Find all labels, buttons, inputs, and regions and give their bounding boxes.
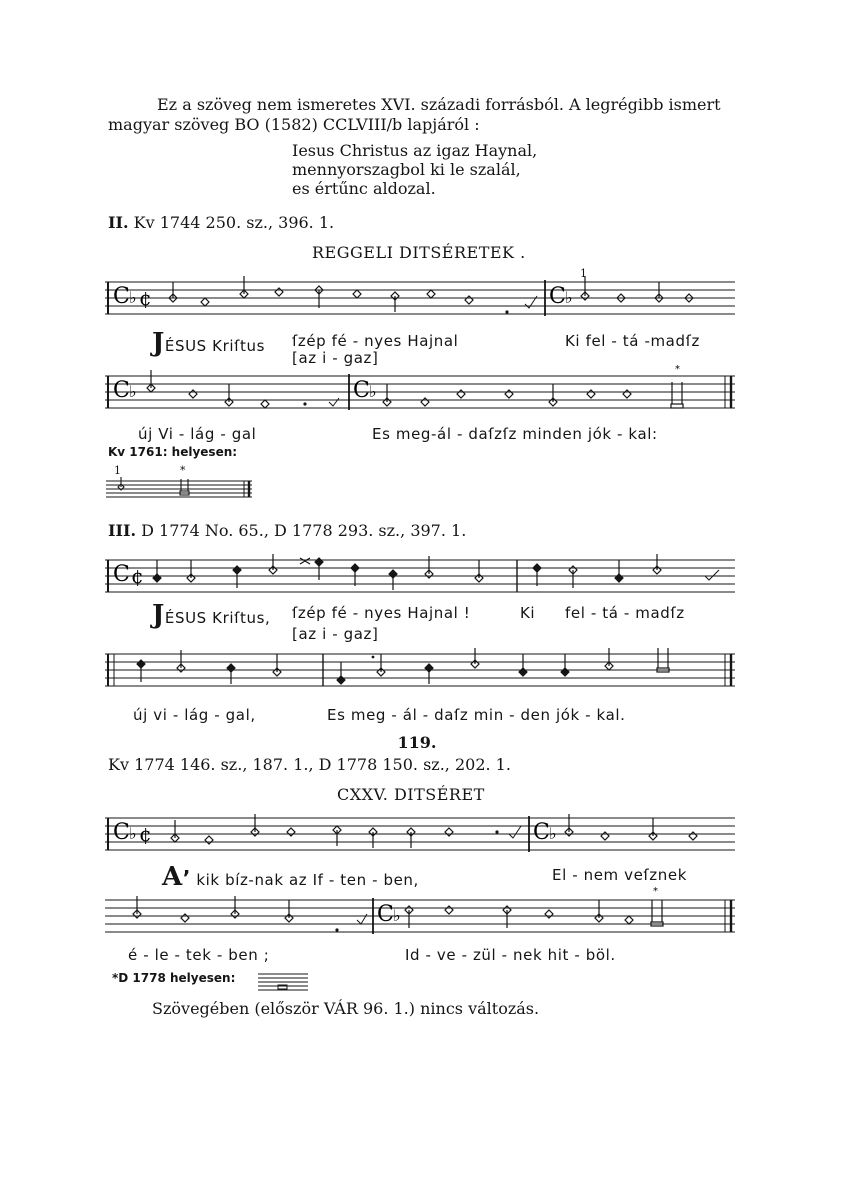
lyric-ii-1-sub: [az i - gaz]: [292, 349, 379, 367]
svg-text:C: C: [113, 562, 130, 587]
hymn-number: 119.: [397, 733, 437, 752]
svg-text:C: C: [113, 378, 130, 403]
initial-j: J: [152, 328, 165, 358]
svg-text:¢: ¢: [131, 564, 144, 588]
note-label: Kv 1761: helyesen:: [108, 445, 238, 459]
svg-text:♭: ♭: [369, 382, 377, 401]
staff-ii-1: [105, 282, 735, 318]
svg-text:♭: ♭: [393, 906, 401, 925]
staff-footnote: [258, 972, 308, 992]
staff-119-1: [105, 818, 735, 854]
lyric-iii-1a: JÉSUS Kriſtus,: [152, 600, 271, 630]
svg-text:C: C: [113, 820, 130, 845]
lyric-iii-2b: Es meg - ál - daſz min - den jók - kal.: [327, 706, 626, 724]
svg-text:C: C: [113, 284, 130, 309]
lyric-ii-1c: Ki fel - tá -madſz: [565, 332, 700, 350]
svg-text:¢: ¢: [139, 286, 152, 310]
section-iii-heading: [108, 523, 466, 539]
initial-a: A: [162, 862, 183, 892]
intro-line-1: Ez a szöveg nem ismeretes XVI. századi forrásból. A legrégibb ismert: [157, 95, 721, 114]
svg-text:♭: ♭: [549, 824, 557, 843]
svg-text:*: *: [653, 886, 658, 897]
lyric-iii-1c: Ki: [520, 604, 536, 622]
staff-ii-2: [105, 364, 735, 412]
quote-line-2: mennyorszagbol ki le szalál,: [292, 160, 521, 179]
staff-119-2: [105, 886, 735, 936]
quote-line-3: es értűnc aldozal.: [292, 179, 436, 198]
lyric-119-1b: El - nem veſznek: [552, 866, 687, 884]
closing-text: Szövegében (először VÁR 96. 1.) nincs változás.: [152, 999, 540, 1018]
intro-line-2: magyar szöveg BO (1582) CCLVIII/b lapjáról :: [108, 115, 480, 134]
note-mark-2: *: [180, 464, 186, 477]
staff-iii-1: [105, 560, 735, 596]
section-ii-heading: [108, 215, 334, 231]
staff-note-correction: [106, 481, 252, 501]
svg-text:C: C: [377, 902, 394, 927]
svg-text:C: C: [549, 284, 566, 309]
lyric-ii-2b: Es meg-ál - daſzſz minden jók - kal:: [372, 425, 658, 443]
svg-text:♭: ♭: [129, 288, 137, 307]
section-ii-number: II.: [108, 213, 129, 232]
svg-text:♭: ♭: [129, 824, 137, 843]
svg-text:*: *: [675, 364, 680, 375]
section-ii-source: Kv 1744 250. sz., 396. 1.: [133, 213, 335, 232]
lyric-ii-1a: JÉSUS Kriſtus: [152, 328, 266, 358]
section-iii-number: III.: [108, 521, 137, 540]
lyric-ii-1b: ſzép fé - nyes Hajnal: [292, 332, 459, 350]
quote-line-1: Iesus Christus az igaz Haynal,: [292, 141, 538, 160]
lyric-iii-1-sub: [az i - gaz]: [292, 625, 379, 643]
svg-text:♭: ♭: [129, 382, 137, 401]
section-iii-source: D 1774 No. 65., D 1778 293. sz., 397. 1.: [141, 521, 467, 540]
section-ii-mark: 1: [580, 267, 587, 280]
lyric-ii-2a: új Vi - lág - gal: [138, 425, 257, 443]
note-mark-1: 1: [114, 464, 121, 477]
footnote-label: *D 1778 helyesen:: [112, 971, 236, 985]
lyric-iii-1d: fel - tá - madſz: [565, 604, 685, 622]
lyric-iii-1b: ſzép fé - nyes Hajnal !: [292, 604, 471, 622]
initial-j-2: J: [152, 600, 165, 630]
svg-text:♭: ♭: [565, 288, 573, 307]
lyric-119-1a: A’ kik bíz-nak az If - ten - ben,: [162, 862, 419, 892]
svg-text:C: C: [353, 378, 370, 403]
lyric-119-2a: é - le - tek - ben ;: [128, 946, 270, 964]
svg-text:¢: ¢: [139, 822, 152, 846]
lyric-iii-2a: új vi - lág - gal,: [133, 706, 256, 724]
hymn-source: Kv 1774 146. sz., 187. 1., D 1778 150. sz., 202. 1.: [108, 755, 511, 774]
section-ii-title: REGGELI DITSÉRETEK .: [312, 243, 526, 262]
staff-iii-2: [105, 654, 735, 690]
lyric-119-2b: Id - ve - zül - nek hit - böl.: [405, 946, 616, 964]
svg-text:C: C: [533, 820, 550, 845]
hymn-title: CXXV. DITSÉRET: [337, 785, 485, 804]
